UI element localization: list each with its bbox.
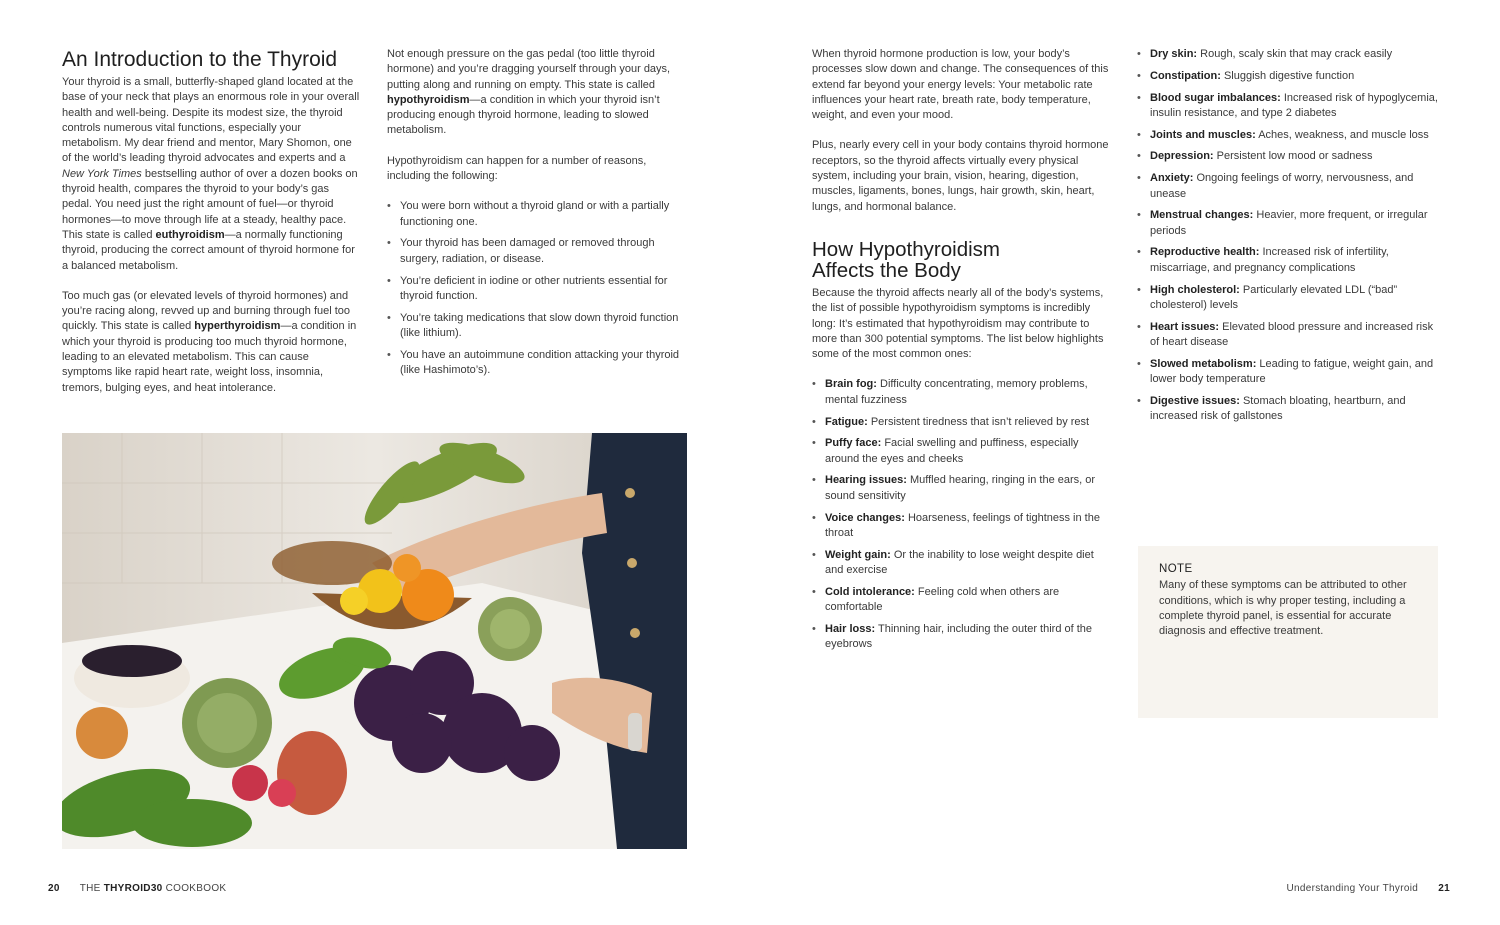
photo-illustration: [62, 433, 687, 849]
list-item: • High cholesterol: Particularly elevated LDL (“bad” cholesterol) levels: [1137, 283, 1439, 314]
list-item: • Constipation: Sluggish digestive function: [1137, 69, 1439, 84]
low-hormone-paragraph: When thyroid hormone production is low, your body’s processes slow down and change. The consequences of this extend far beyond your energy levels: Your metabolic rate influences your heart rate, breath rate, body temperature, weight, and even your mood.: [812, 48, 1109, 122]
list-item: • Reproductive health: Increased risk of infertility, miscarriage, and pregnancy complications: [1137, 245, 1439, 276]
list-item: • Menstrual changes: Heavier, more frequent, or irregular periods: [1137, 208, 1439, 239]
hypothyroidism-paragraph: Not enough pressure on the gas pedal (too little thyroid hormone) and you’re dragging yourself through your days, putting along and running on empty. This state is called hypothyroidism—a condition in which your thyroid isn’t producing enough thyroid hormone, leading to slowed metabolism.: [387, 48, 671, 137]
list-item: • You’re deficient in iodine or other nutrients essential for thyroid function.: [387, 274, 687, 305]
list-item: • You were born without a thyroid gland or with a partially functioning one.: [387, 199, 687, 230]
list-item: • Hearing issues: Muffled hearing, ringing in the ears, or sound sensitivity: [812, 473, 1112, 504]
symptoms-intro: Because the thyroid affects nearly all of the body’s systems, the list of possible hypothyroidism symptoms is incredibly long: It’s estimated that hypothyroidism may contribute to more than 300 potential symptoms. The list below highlights some of the most common ones:: [812, 286, 1104, 361]
list-item: • Voice changes: Hoarseness, feelings of tightness in the throat: [812, 511, 1112, 542]
list-item: • Depression: Persistent low mood or sadness: [1137, 149, 1439, 164]
list-item: • Joints and muscles: Aches, weakness, and muscle loss: [1137, 128, 1439, 143]
list-item: • Brain fog: Difficulty concentrating, memory problems, mental fuzziness: [812, 377, 1112, 408]
left-column-2: [387, 47, 687, 385]
reasons-intro: Hypothyroidism can happen for a number of reasons, including the following:: [387, 154, 647, 183]
symptoms-list-a: [812, 377, 1112, 652]
book-title: THE THYROID30 COOKBOOK: [79, 883, 227, 894]
right-column-1: [812, 47, 1112, 659]
symptoms-list-b: [1137, 47, 1439, 424]
list-item: • You have an autoimmune condition attacking your thyroid (like Hashimoto’s).: [387, 348, 687, 379]
list-item: • Slowed metabolism: Leading to fatigue, weight gain, and lower body temperature: [1137, 357, 1439, 388]
list-item: • Hair loss: Thinning hair, including the outer third of the eyebrows: [812, 622, 1112, 653]
reasons-list: [387, 199, 687, 378]
list-item: • Blood sugar imbalances: Increased risk of hypoglycemia, insulin resistance, and type 2 diabetes: [1137, 91, 1439, 122]
note-title: NOTE: [1159, 563, 1193, 575]
hyperthyroidism-paragraph: Too much gas (or elevated levels of thyroid hormones) and you’re racing along, revved up and burning through fuel too quickly. This state is called hyperthyroidism—a condition in which your thyroid is producing too much thyroid hormone, leading to an elevated metabolism. This can cause symptoms like rapid heart rate, weight loss, insomnia, tremors, bulging eyes, and heat intolerance.: [62, 289, 357, 394]
intro-heading: An Introduction to the Thyroid: [62, 48, 338, 71]
list-item: • Weight gain: Or the inability to lose weight despite diet and exercise: [812, 548, 1112, 579]
page-number-right: 21: [1438, 883, 1450, 894]
left-column-1: [62, 49, 360, 411]
list-item: • Digestive issues: Stomach bloating, heartburn, and increased risk of gallstones: [1137, 394, 1439, 425]
list-item: • Puffy face: Facial swelling and puffiness, especially around the eyes and cheeks: [812, 436, 1112, 467]
receptors-paragraph: Plus, nearly every cell in your body contains thyroid hormone receptors, so the thyroid affects virtually every physical system, including your brain, vision, hearing, digestion, muscles, ligaments, bones, lungs, hair growth, skin, heart, lungs, and hormonal balance.: [812, 139, 1109, 213]
page-number-left: 20: [48, 883, 60, 894]
kitchen-produce-photo: [62, 433, 687, 849]
note-body: Many of these symptoms can be attributed to other conditions, which is why proper testing, including a complete thyroid panel, is essential for accurate diagnosis and effective treatment.: [1159, 579, 1407, 638]
list-item: • Cold intolerance: Feeling cold when others are comfortable: [812, 585, 1112, 616]
note-box: [1138, 546, 1438, 718]
list-item: • Dry skin: Rough, scaly skin that may crack easily: [1137, 47, 1439, 62]
left-footer: [48, 883, 226, 894]
list-item: • Anxiety: Ongoing feelings of worry, nervousness, and unease: [1137, 171, 1439, 202]
list-item: • Fatigue: Persistent tiredness that isn’t relieved by rest: [812, 415, 1112, 430]
list-item: • Heart issues: Elevated blood pressure and increased risk of heart disease: [1137, 320, 1439, 351]
symptoms-heading: How Hypothyroidism Affects the Body: [812, 237, 1000, 282]
chapter-title: Understanding Your Thyroid: [1286, 883, 1419, 894]
right-column-2: [1137, 47, 1439, 431]
list-item: • Your thyroid has been damaged or removed through surgery, radiation, or disease.: [387, 236, 687, 267]
list-item: • You’re taking medications that slow down thyroid function (like lithium).: [387, 311, 687, 342]
right-footer: [1286, 883, 1450, 894]
intro-paragraph: Your thyroid is a small, butterfly-shaped gland located at the base of your neck that plays an enormous role in your overall health and well-being. Despite its modest size, the thyroid controls numerous vital functions, especially your metabolism. My dear friend and mentor, Mary Shomon, one of the world’s leading thyroid advocates and experts and a New York Times bestselling author of over a dozen books on thyroid health, compares the thyroid to your body’s gas pedal. You need just the right amount of fuel—or thyroid hormones—to move through life at a steady, healthy pace. This state is called euthyroidism—a normally functioning thyroid, producing the correct amount of thyroid hormone for a balanced metabolism.: [62, 76, 360, 272]
